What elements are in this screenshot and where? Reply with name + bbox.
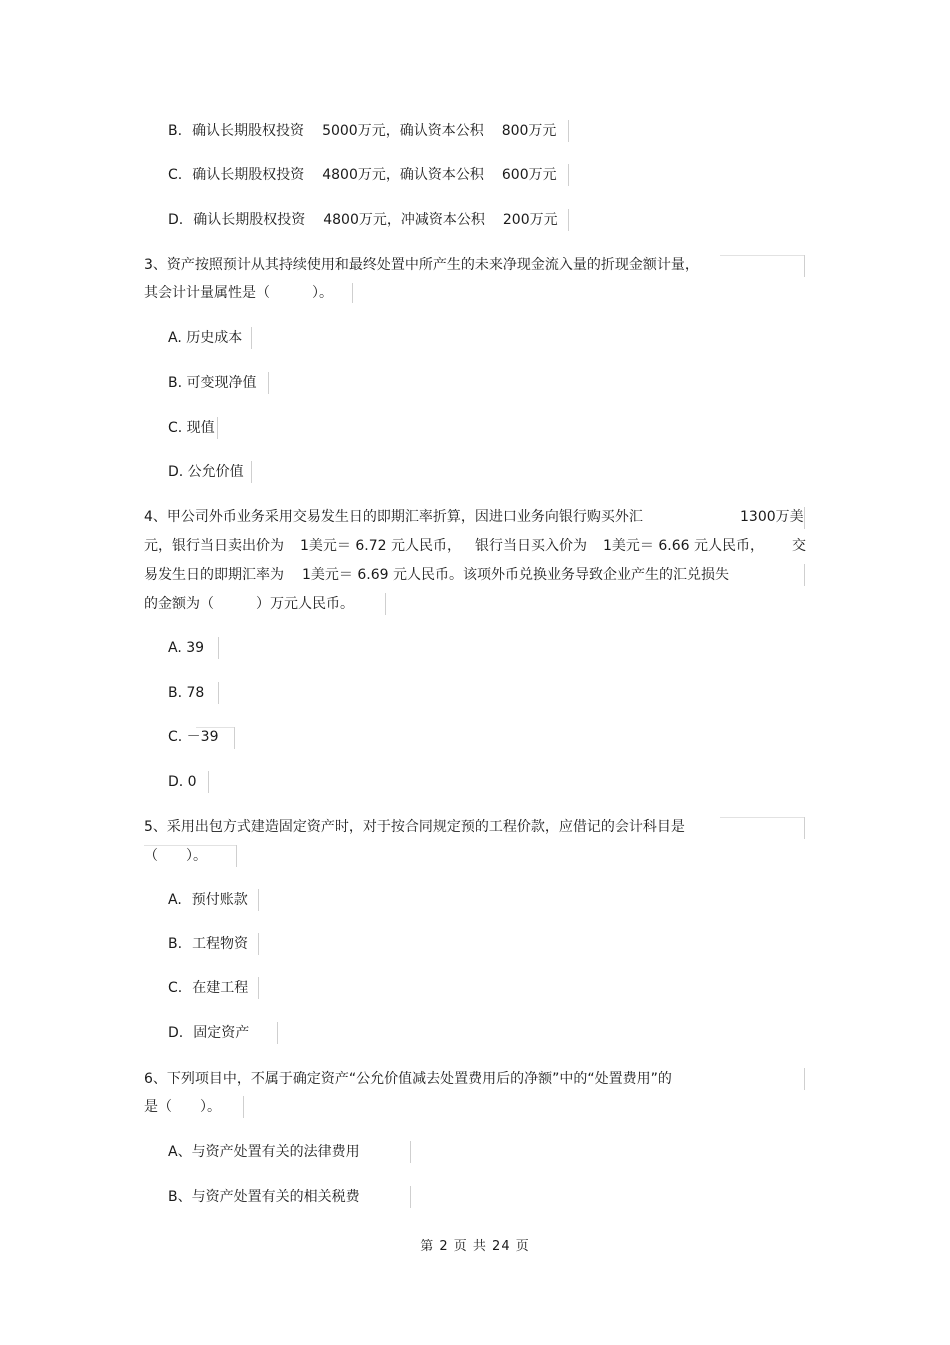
- q3-option-a: A. 历史成本: [168, 330, 243, 346]
- q2-option-d: D. 确认长期股权投资 4800万元，冲减资本公积 200万元: [168, 212, 558, 228]
- q3-option-d: D. 公允价值: [168, 464, 244, 480]
- q5-option-a: A. 预付账款: [168, 892, 248, 908]
- page-footer: 第 2 页 共 24 页: [420, 1239, 530, 1254]
- border-mark: [208, 771, 209, 793]
- border-mark: [804, 255, 805, 277]
- q4-option-d: D. 0: [168, 774, 197, 790]
- border-mark: [268, 372, 269, 394]
- q2-option-b: B. 确认长期股权投资 5000万元，确认资本公积 800万元: [168, 123, 557, 139]
- border-mark: [217, 417, 218, 439]
- border-mark: [258, 977, 259, 999]
- border-mark: [218, 637, 219, 659]
- q6-option-b: B、与资产处置有关的相关税费: [168, 1189, 360, 1205]
- border-mark: [568, 164, 569, 186]
- border-mark: [236, 845, 237, 867]
- q4-option-c: C. －39: [168, 729, 219, 745]
- border-mark: [720, 817, 804, 818]
- border-mark: [251, 327, 252, 349]
- border-mark: [251, 461, 252, 483]
- border-mark: [568, 120, 569, 142]
- q3-stem-line1: 3、资产按照预计从其持续使用和最终处置中所产生的未来净现金流入量的折现金额计量，: [144, 257, 699, 273]
- border-mark: [218, 682, 219, 704]
- q4-stem-line4: 的金额为（ ）万元人民币。: [144, 596, 354, 612]
- q4-stem-line2-end: 交: [792, 538, 806, 554]
- border-mark: [258, 933, 259, 955]
- border-mark: [804, 817, 805, 839]
- q4-stem-line2: 元，银行当日卖出价为 1美元＝ 6.72 元人民币， 银行当日买入价为 1美元＝ 6.66 元人民币，: [144, 538, 764, 554]
- border-mark: [243, 1096, 244, 1118]
- q5-stem-line1: 5、采用出包方式建造固定资产时，对于按合同规定预的工程价款，应借记的会计科目是: [144, 819, 685, 835]
- border-mark: [804, 507, 805, 529]
- q4-option-b: B. 78: [168, 685, 205, 701]
- q3-stem-line2: 其会计计量属性是（ ）。: [144, 285, 333, 301]
- q3-option-b: B. 可变现净值: [168, 375, 257, 391]
- border-mark: [410, 1186, 411, 1208]
- border-mark: [144, 845, 236, 846]
- q4-option-a: A. 39: [168, 640, 205, 656]
- q4-stem-line1-end: 1300万美: [740, 509, 804, 525]
- q3-option-c: C. 现值: [168, 420, 215, 436]
- q6-stem-line2: 是（ ）。: [144, 1099, 221, 1115]
- q5-stem-line2: （ ）。: [144, 848, 207, 864]
- border-mark: [804, 1068, 805, 1090]
- border-mark: [410, 1141, 411, 1163]
- border-mark: [804, 564, 805, 586]
- border-mark: [234, 727, 235, 749]
- border-mark: [352, 283, 353, 303]
- q6-option-a: A、与资产处置有关的法律费用: [168, 1144, 360, 1160]
- q6-stem-line1: 6、下列项目中，不属于确定资产“公允价值减去处置费用后的净额”中的“处置费用”的: [144, 1071, 672, 1087]
- border-mark: [720, 255, 804, 256]
- border-mark: [277, 1022, 278, 1044]
- q5-option-d: D. 固定资产: [168, 1025, 250, 1041]
- q5-option-c: C. 在建工程: [168, 980, 249, 996]
- border-mark: [385, 593, 386, 615]
- border-mark: [258, 889, 259, 911]
- border-mark: [568, 209, 569, 231]
- q2-option-c: C. 确认长期股权投资 4800万元，确认资本公积 600万元: [168, 167, 557, 183]
- q4-stem-line3: 易发生日的即期汇率为 1美元＝ 6.69 元人民币。该项外币兑换业务导致企业产生的汇兑损失: [144, 567, 729, 583]
- q4-stem-line1: 4、甲公司外币业务采用交易发生日的即期汇率折算，因进口业务向银行购买外汇: [144, 509, 643, 525]
- q5-option-b: B. 工程物资: [168, 936, 249, 952]
